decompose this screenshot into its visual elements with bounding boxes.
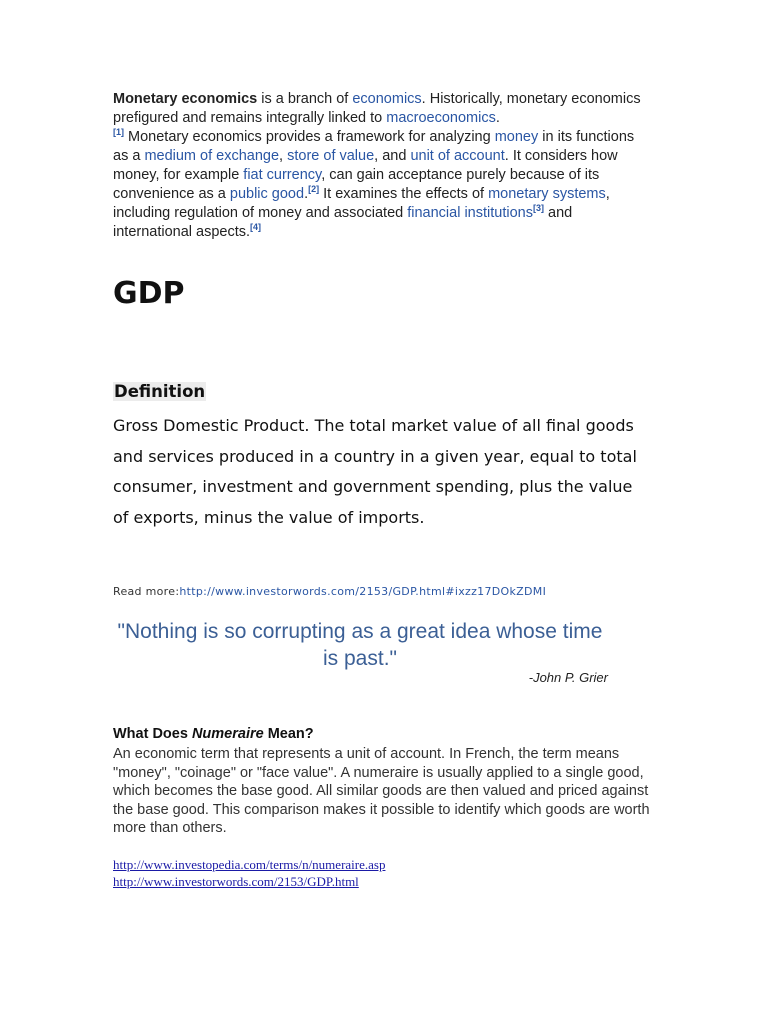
- intro-text: , including regulation of money and associated: [113, 186, 610, 221]
- intro-text: .: [495, 110, 500, 126]
- read-more: [113, 585, 546, 598]
- link-medium-of-exchange[interactable]: medium of exchange: [144, 148, 280, 164]
- link-monetary-systems[interactable]: monetary systems: [488, 186, 606, 202]
- link-financial-institutions[interactable]: financial institutions: [407, 205, 533, 221]
- link-fiat-currency[interactable]: fiat currency: [243, 167, 322, 183]
- numeraire-heading-suffix: Mean?: [263, 726, 314, 742]
- link-macroeconomics[interactable]: macroeconomics: [386, 110, 496, 126]
- link-store-of-value[interactable]: store of value: [287, 148, 375, 164]
- intro-text: in its functions as a: [113, 129, 635, 164]
- link-investopedia-numeraire[interactable]: http://www.investopedia.com/terms/n/numeraire.asp: [113, 857, 386, 872]
- link-economics[interactable]: economics: [352, 91, 422, 107]
- link-public-good[interactable]: public good: [229, 186, 305, 202]
- numeraire-text: An economic term that represents a unit of account. In French, the term means "money", "coinage" or "face value". A numeraire is usually applied to a single good, which becomes the base good. All similar goods are then valued and priced against the base good. This comparison makes it possible to identify which goods are worth more than others.: [113, 746, 650, 836]
- intro-text: , and: [374, 148, 411, 164]
- intro-text: Monetary economics provides a framework for analyzing: [124, 129, 495, 145]
- intro-text: .: [304, 186, 309, 202]
- intro-term: Monetary economics: [113, 91, 258, 107]
- quote-author: -John P. Grier: [528, 670, 608, 685]
- intro-text: and international aspects.: [113, 205, 573, 240]
- intro-text: ,: [279, 148, 288, 164]
- intro-text: is a branch of: [257, 91, 353, 107]
- quote-text: "Nothing is so corrupting as a great idea whose time is past.": [117, 620, 603, 670]
- intro-text: , can gain acceptance purely because of its convenience as a: [113, 167, 600, 202]
- definition-text: Gross Domestic Product. The total market value of all final goods and services produced in a country in a given year, equal to total consumer, investment and government spending, plus the value of exports, minus the value of imports.: [113, 416, 637, 527]
- intro-text: . Historically, monetary economics prefigured and remains integrally linked to: [113, 91, 641, 126]
- link-investorwords-gdp[interactable]: http://www.investorwords.com/2153/GDP.html: [113, 874, 359, 889]
- read-more-label: Read more:: [113, 585, 180, 598]
- intro-text: . It considers how money, for example: [113, 148, 618, 183]
- read-more-link[interactable]: http://www.investorwords.com/2153/GDP.html#ixzz17DOkZDMI: [179, 585, 547, 598]
- link-unit-of-account[interactable]: unit of account: [410, 148, 505, 164]
- citation-2[interactable]: [2]: [308, 184, 320, 195]
- citation-4[interactable]: [4]: [250, 222, 262, 233]
- citation-3[interactable]: [3]: [532, 203, 544, 214]
- reference-links: [113, 856, 385, 890]
- intro-paragraph: [113, 90, 653, 242]
- numeraire-heading-prefix: What Does: [113, 726, 192, 742]
- numeraire-heading-term: Numeraire: [191, 726, 264, 742]
- definition-heading: Definition: [114, 382, 206, 401]
- link-money[interactable]: money: [494, 129, 539, 145]
- citation-1[interactable]: [1]: [113, 127, 124, 138]
- intro-text: It examines the effects of: [319, 186, 489, 202]
- numeraire-heading: [113, 726, 314, 742]
- gdp-heading: GDP: [113, 276, 185, 311]
